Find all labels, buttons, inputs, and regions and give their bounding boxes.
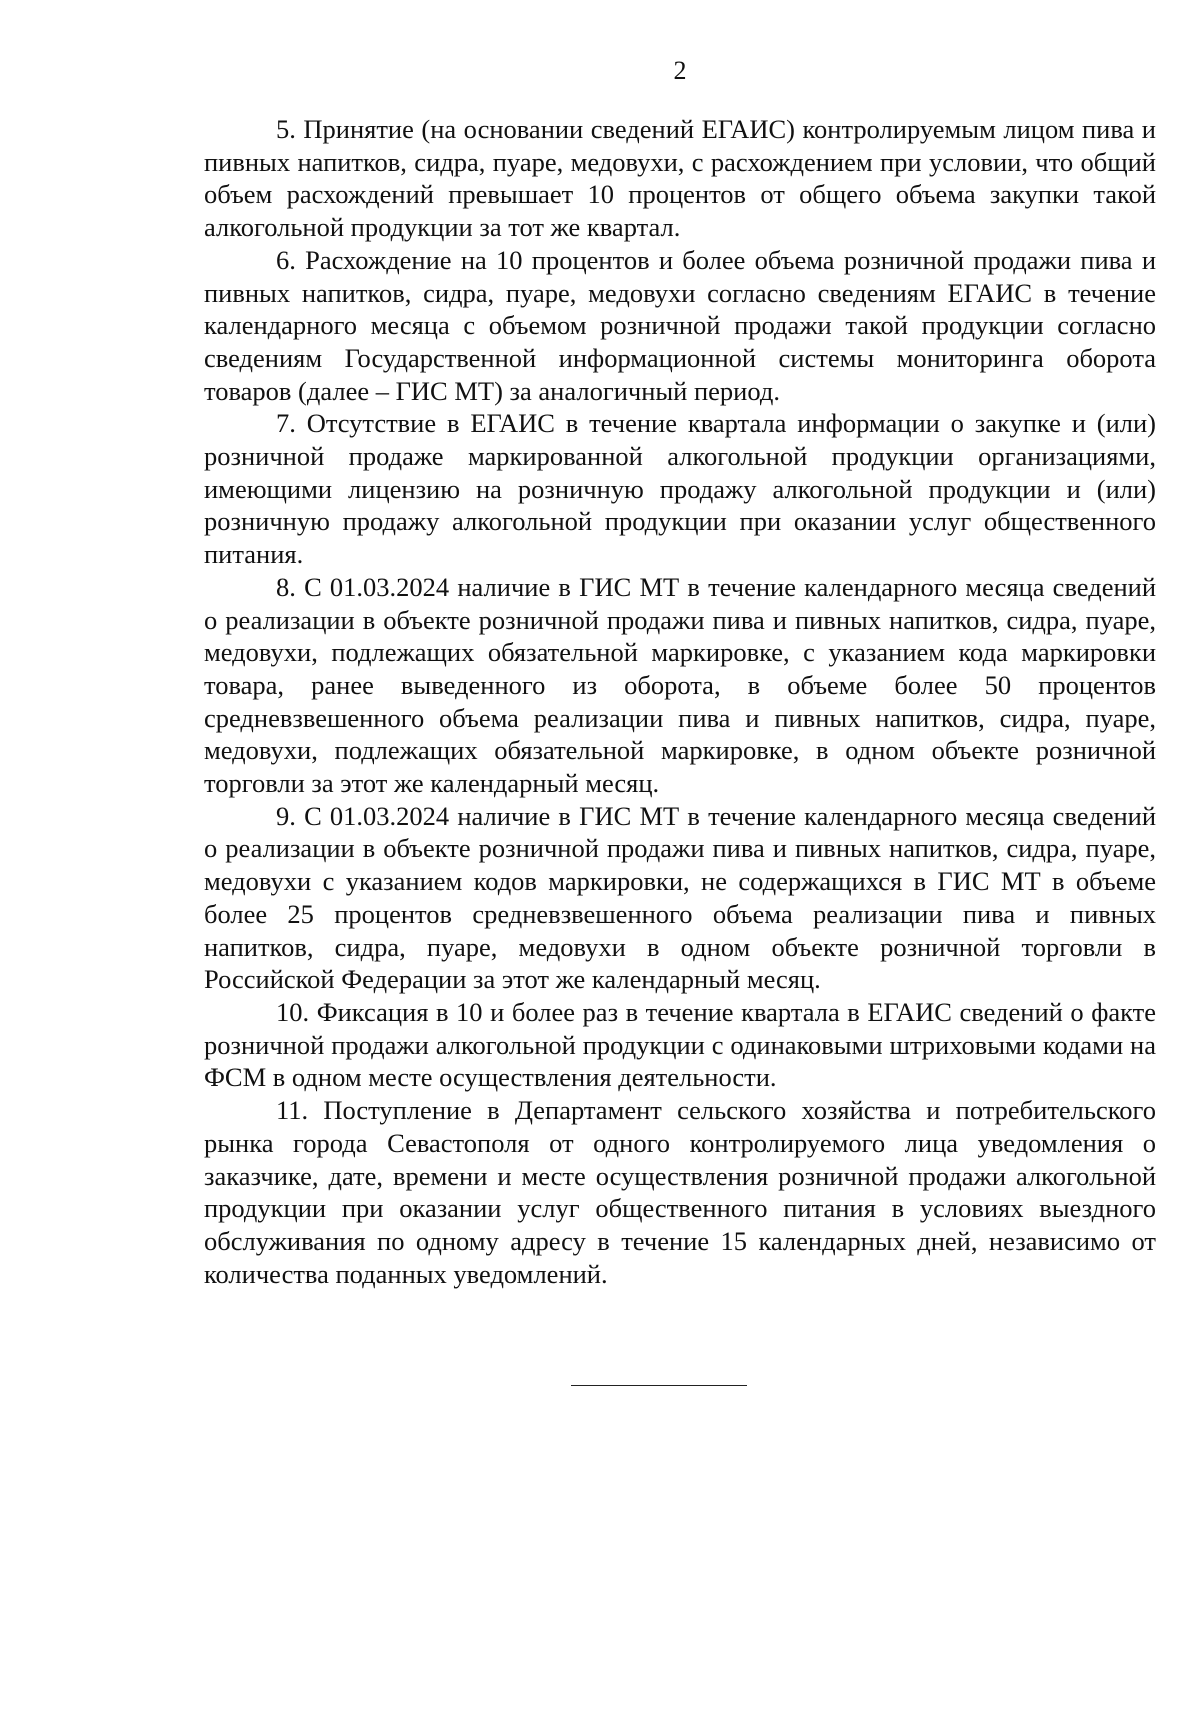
page-number: 2 — [673, 56, 687, 85]
paragraph-item-5: 5. Принятие (на основании сведений ЕГАИС) контролируемым лицом пива и пивных напитков, сидра, пуаре, медовухи, с расхождением при условии, что общий объем расхождений превышает 10 процентов от общего объема закупки такой алкогольной продукции за тот же квартал. — [204, 114, 1156, 243]
paragraph-item-7: 7. Отсутствие в ЕГАИС в течение квартала информации о закупке и (или) розничной продаже маркированной алкогольной продукции организациями, имеющими лицензию на розничную продажу алкогольной продукции и (или) розничную продажу алкогольной продукции при оказании услуг общественного питания. — [204, 408, 1156, 570]
paragraph-item-10: 10. Фиксация в 10 и более раз в течение квартала в ЕГАИС сведений о факте розничной продажи алкогольной продукции с одинаковыми штриховыми кодами на ФСМ в одном месте осуществления деятельности. — [204, 996, 1156, 1093]
end-divider — [571, 1385, 747, 1386]
paragraph-item-8: 8. С 01.03.2024 наличие в ГИС МТ в течение календарного месяца сведений о реализации в объекте розничной продажи пива и пивных напитков, сидра, пуаре, медовухи, подлежащих обязательной маркировке, с указанием кода маркировки товара, ранее выведенного из оборота, в объеме более 50 процентов средневзвешенного объема реализации пива и пивных напитков, сидра, пуаре, медовухи, подлежащих обязательной маркировке, в одном объекте розничной торговли за этот же календарный месяц. — [204, 571, 1156, 799]
paragraph-item-9: 9. С 01.03.2024 наличие в ГИС МТ в течение календарного месяца сведений о реализации в объекте розничной продажи пива и пивных напитков, сидра, пуаре, медовухи с указанием кодов маркировки, не содержащихся в ГИС МТ в объеме более 25 процентов средневзвешенного объема реализации пива и пивных напитков, сидра, пуаре, медовухи в одном объекте розничной торговли в Российской Федерации за этот же календарный месяц. — [204, 800, 1156, 995]
document-body — [204, 113, 1156, 1290]
paragraph-item-11: 11. Поступление в Департамент сельского хозяйства и потребительского рынка города Севастополя от одного контролируемого лица уведомления о заказчике, дате, времени и месте осуществления розничной продажи алкогольной продукции при оказании услуг общественного питания в условиях выездного обслуживания по одному адресу в течение 15 календарных дней, независимо от количества поданных уведомлений. — [204, 1095, 1156, 1289]
paragraph-item-6: 6. Расхождение на 10 процентов и более объема розничной продажи пива и пивных напитков, сидра, пуаре, медовухи согласно сведениям ЕГАИС в течение календарного месяца с объемом розничной продажи такой продукции согласно сведениям Государственной информационной системы мониторинга оборота товаров (далее – ГИС МТ) за аналогичный период. — [204, 244, 1156, 406]
